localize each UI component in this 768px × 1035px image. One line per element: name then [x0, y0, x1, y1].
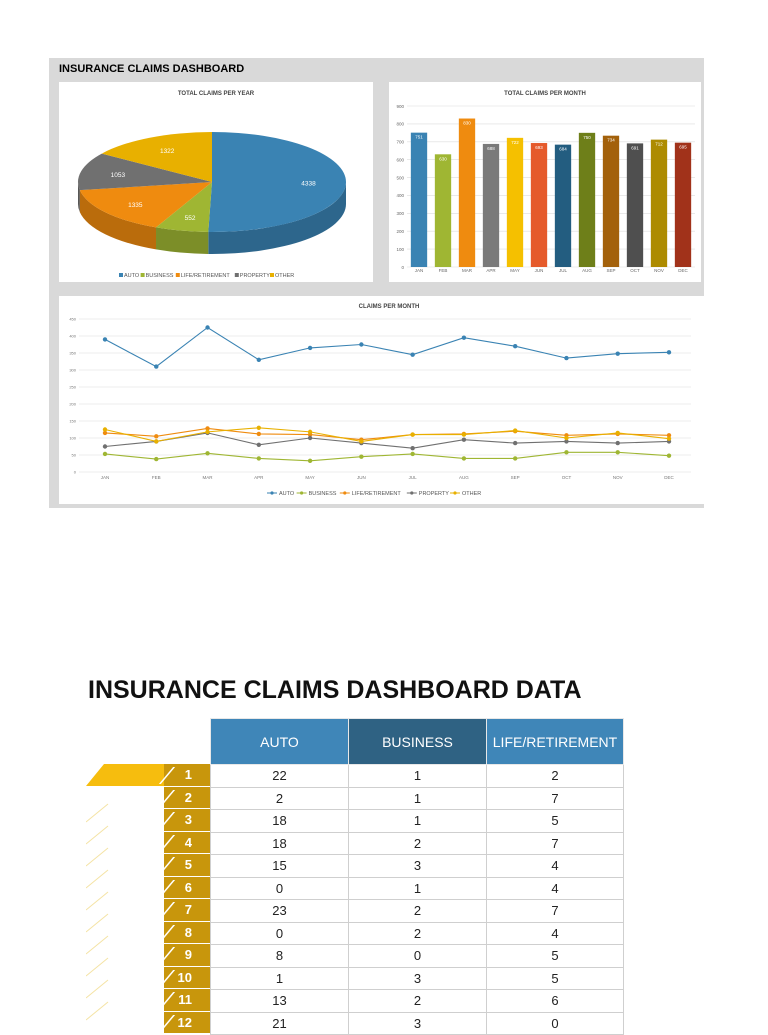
- table-cell[interactable]: 7: [487, 787, 624, 810]
- legend-label-business: BUSINESS: [308, 491, 337, 497]
- line-point-other: [308, 430, 312, 434]
- legend-label-life-retirement: LIFE/RETIREMENT: [180, 273, 230, 279]
- legend-swatch-auto: [119, 273, 123, 277]
- table-cell[interactable]: 3: [349, 967, 487, 990]
- line-xtick-label: FEB: [151, 475, 161, 480]
- bar-ytick-label: 900: [396, 103, 404, 109]
- line-point-property: [513, 441, 517, 445]
- table-cell[interactable]: 18: [211, 832, 349, 855]
- legend-marker-auto: [270, 491, 273, 494]
- table-cell[interactable]: 15: [211, 855, 349, 878]
- line-xtick-label: APR: [254, 475, 264, 480]
- pie-label-auto: 4338: [301, 180, 316, 188]
- pie-chart-title: TOTAL CLAIMS PER YEAR: [177, 91, 255, 97]
- line-point-other: [462, 432, 466, 436]
- table-cell[interactable]: 2: [487, 765, 624, 788]
- bar-value-label: 722: [511, 139, 519, 145]
- bar-xtick-label: JUL: [558, 268, 568, 273]
- line-xtick-label: NOV: [612, 475, 623, 480]
- table-row: [211, 945, 624, 968]
- table-cell[interactable]: 0: [211, 922, 349, 945]
- line-point-property: [616, 441, 620, 445]
- legend-marker-other: [453, 491, 456, 494]
- line-point-business: [103, 452, 107, 456]
- line-chart: [59, 296, 704, 504]
- pie-label-life-retirement: 1335: [128, 201, 143, 209]
- line-point-other: [257, 426, 261, 430]
- line-point-other: [564, 436, 568, 440]
- line-point-business: [257, 456, 261, 460]
- line-xtick-label: JUN: [356, 475, 366, 480]
- table-row: [211, 855, 624, 878]
- line-ytick-label: 450: [69, 316, 76, 322]
- bar-value-label: 734: [607, 137, 615, 143]
- table-row: [211, 832, 624, 855]
- table-row: [211, 922, 624, 945]
- pie-label-property: 1053: [110, 172, 126, 180]
- line-chart-panel: [59, 296, 704, 504]
- pie-chart-panel: [59, 82, 373, 282]
- table-cell[interactable]: 0: [349, 945, 487, 968]
- line-point-business: [205, 451, 209, 455]
- line-ytick-label: 300: [69, 367, 76, 373]
- row-number: 2: [164, 787, 210, 810]
- line-ytick-label: 250: [69, 384, 76, 390]
- line-point-auto: [410, 353, 414, 357]
- table-row: [211, 990, 624, 1013]
- bar-may: [507, 138, 523, 267]
- bar-xtick-label: FEB: [438, 268, 448, 273]
- line-point-other: [616, 431, 620, 435]
- bar-jun: [531, 143, 547, 267]
- ribbon-decoration: [86, 764, 166, 1024]
- bar-ytick-label: 300: [396, 211, 404, 217]
- bar-value-label: 750: [583, 134, 591, 140]
- table-header-row: [211, 719, 624, 765]
- table-cell[interactable]: 2: [349, 832, 487, 855]
- legend-label-business: BUSINESS: [145, 273, 174, 279]
- line-point-auto: [205, 325, 209, 329]
- data-table: [210, 718, 624, 1035]
- line-xtick-label: SEP: [510, 475, 520, 480]
- line-ytick-label: 150: [69, 418, 76, 424]
- row-number: 8: [164, 922, 210, 945]
- table-row: [211, 967, 624, 990]
- line-point-business: [154, 457, 158, 461]
- legend-label-auto: AUTO: [279, 491, 295, 497]
- line-point-life-retirement: [154, 434, 158, 438]
- bar-value-label: 693: [535, 145, 543, 151]
- bar-feb: [435, 154, 451, 267]
- bar-xtick-label: OCT: [630, 268, 640, 273]
- table-row: [211, 787, 624, 810]
- bar-ytick-label: 200: [396, 229, 404, 235]
- line-xtick-label: MAY: [305, 475, 315, 480]
- bar-value-label: 695: [679, 144, 687, 150]
- bar-ytick-label: 800: [396, 121, 404, 127]
- data-table-title: INSURANCE CLAIMS DASHBOARD DATA: [88, 676, 582, 704]
- bar-value-label: 712: [655, 141, 663, 147]
- legend-label-life-retirement: LIFE/RETIREMENT: [351, 491, 401, 497]
- line-xtick-label: AUG: [459, 475, 469, 480]
- line-xtick-label: DEC: [664, 475, 674, 480]
- bar-value-label: 630: [439, 156, 447, 162]
- table-row: [211, 877, 624, 900]
- bar-chart-title: TOTAL CLAIMS PER MONTH: [504, 91, 586, 97]
- bar-chart: [389, 82, 701, 282]
- bar-ytick-label: 400: [396, 193, 404, 199]
- row-number-column: [164, 764, 210, 1034]
- table-cell[interactable]: 3: [349, 1012, 487, 1035]
- table-cell[interactable]: 7: [487, 900, 624, 923]
- bar-value-label: 691: [631, 145, 639, 151]
- table-cell[interactable]: 4: [487, 922, 624, 945]
- line-point-business: [667, 453, 671, 457]
- bar-mar: [459, 119, 475, 267]
- line-series-business: [105, 452, 669, 461]
- legend-label-auto: AUTO: [124, 273, 140, 279]
- pie-label-business: 552: [184, 215, 196, 223]
- line-point-other: [410, 432, 414, 436]
- line-point-other: [205, 430, 209, 434]
- line-point-property: [462, 438, 466, 442]
- legend-label-other: OTHER: [462, 491, 482, 497]
- bar-ytick-label: 600: [396, 157, 404, 163]
- line-point-auto: [667, 350, 671, 354]
- line-point-business: [462, 456, 466, 460]
- pie-label-other: 1322: [159, 148, 175, 156]
- line-point-auto: [564, 356, 568, 360]
- bar-dec: [675, 143, 691, 267]
- bar-xtick-label: SEP: [606, 268, 616, 273]
- line-point-business: [410, 452, 414, 456]
- line-point-business: [359, 455, 363, 459]
- header-life-retirement[interactable]: LIFE/RETIREMENT: [487, 719, 624, 765]
- legend-swatch-life-retirement: [176, 273, 180, 277]
- line-point-auto: [154, 364, 158, 368]
- legend-marker-life-retirement: [343, 491, 346, 494]
- table-cell[interactable]: 0: [487, 1012, 624, 1035]
- line-point-property: [410, 446, 414, 450]
- table-cell[interactable]: 3: [349, 855, 487, 878]
- bar-ytick-label: 700: [396, 139, 404, 145]
- pie-chart: [59, 82, 373, 282]
- line-chart-title: CLAIMS PER MONTH: [358, 304, 420, 310]
- table-cell[interactable]: 18: [211, 810, 349, 833]
- line-ytick-label: 400: [69, 333, 76, 339]
- table-row: [211, 765, 624, 788]
- bar-value-label: 751: [415, 134, 423, 140]
- bar-nov: [651, 140, 667, 267]
- line-point-other: [103, 427, 107, 431]
- bar-value-label: 684: [559, 146, 567, 152]
- line-point-business: [564, 450, 568, 454]
- line-point-auto: [616, 351, 620, 355]
- table-cell[interactable]: 5: [487, 967, 624, 990]
- table-row: [211, 810, 624, 833]
- bar-jul: [555, 145, 571, 267]
- line-xtick-label: MAR: [202, 475, 213, 480]
- row-number: 1: [164, 764, 210, 787]
- bar-aug: [579, 133, 595, 267]
- legend-swatch-other: [270, 273, 274, 277]
- line-point-auto: [103, 337, 107, 341]
- line-point-business: [513, 456, 517, 460]
- line-xtick-label: JAN: [100, 475, 110, 480]
- line-ytick-label: 50: [71, 452, 76, 458]
- line-point-auto: [513, 344, 517, 348]
- line-series-auto: [105, 328, 669, 367]
- bar-jan: [411, 133, 427, 267]
- header-business[interactable]: BUSINESS: [349, 719, 487, 765]
- legend-label-other: OTHER: [275, 273, 295, 279]
- table-cell[interactable]: 5: [487, 945, 624, 968]
- line-point-business: [308, 459, 312, 463]
- table-cell[interactable]: 4: [487, 855, 624, 878]
- bar-ytick-label: 100: [396, 246, 404, 252]
- table-cell[interactable]: 2: [349, 922, 487, 945]
- row-number: 11: [164, 989, 210, 1012]
- bar-xtick-label: MAY: [510, 268, 520, 273]
- line-ytick-label: 350: [69, 350, 76, 356]
- line-point-property: [308, 436, 312, 440]
- row-number: 7: [164, 899, 210, 922]
- line-point-life-retirement: [257, 432, 261, 436]
- table-row: [211, 1012, 624, 1035]
- legend-label-property: PROPERTY: [239, 273, 270, 279]
- line-ytick-label: 100: [69, 435, 76, 441]
- line-xtick-label: JUL: [408, 475, 417, 480]
- bar-ytick-label: 0: [401, 264, 404, 270]
- table-cell[interactable]: 5: [487, 810, 624, 833]
- line-xtick-label: OCT: [561, 475, 572, 480]
- row-number: 10: [164, 967, 210, 990]
- line-point-auto: [308, 346, 312, 350]
- table-cell[interactable]: 22: [211, 765, 349, 788]
- table-cell[interactable]: 1: [349, 810, 487, 833]
- bar-sep: [603, 136, 619, 267]
- table-cell[interactable]: 4: [487, 877, 624, 900]
- line-point-business: [616, 450, 620, 454]
- line-point-other: [667, 436, 671, 440]
- line-ytick-label: 200: [69, 401, 76, 407]
- row-number: 12: [164, 1012, 210, 1035]
- table-cell[interactable]: 13: [211, 990, 349, 1013]
- bar-xtick-label: DEC: [678, 268, 688, 273]
- row-number: 5: [164, 854, 210, 877]
- table-cell[interactable]: 1: [349, 765, 487, 788]
- table-cell[interactable]: 1: [349, 787, 487, 810]
- dashboard: [49, 58, 704, 508]
- line-point-other: [154, 439, 158, 443]
- row-number: 9: [164, 944, 210, 967]
- line-point-auto: [359, 342, 363, 346]
- bar-xtick-label: JUN: [534, 268, 544, 273]
- bar-xtick-label: JAN: [414, 268, 424, 273]
- bar-chart-panel: [389, 82, 701, 282]
- table-cell[interactable]: 2: [349, 900, 487, 923]
- line-point-auto: [257, 358, 261, 362]
- table-cell[interactable]: 23: [211, 900, 349, 923]
- row-number: 6: [164, 877, 210, 900]
- bar-value-label: 830: [463, 120, 471, 126]
- bar-xtick-label: MAR: [462, 268, 472, 273]
- table-row: [211, 900, 624, 923]
- bar-ytick-label: 500: [396, 175, 404, 181]
- line-point-auto: [462, 336, 466, 340]
- bar-apr: [483, 144, 499, 267]
- bar-oct: [627, 143, 643, 267]
- dashboard-title: INSURANCE CLAIMS DASHBOARD: [59, 63, 245, 75]
- legend-swatch-property: [235, 273, 239, 277]
- header-auto[interactable]: AUTO: [211, 719, 349, 765]
- legend-label-property: PROPERTY: [418, 491, 449, 497]
- table-cell[interactable]: 8: [211, 945, 349, 968]
- table-cell[interactable]: 0: [211, 877, 349, 900]
- row-number: 4: [164, 832, 210, 855]
- row-number: 3: [164, 809, 210, 832]
- line-ytick-label: 0: [73, 469, 76, 475]
- bar-xtick-label: NOV: [654, 268, 664, 273]
- table-cell[interactable]: 2: [349, 990, 487, 1013]
- line-point-property: [103, 444, 107, 448]
- legend-marker-business: [300, 491, 303, 494]
- line-point-other: [359, 439, 363, 443]
- table-cell[interactable]: 6: [487, 990, 624, 1013]
- bar-xtick-label: AUG: [582, 268, 592, 273]
- legend-swatch-business: [141, 273, 145, 277]
- table-cell[interactable]: 7: [487, 832, 624, 855]
- legend-marker-property: [410, 491, 413, 494]
- table-cell[interactable]: 1: [349, 877, 487, 900]
- line-point-property: [257, 443, 261, 447]
- bar-value-label: 688: [487, 145, 495, 151]
- table-cell[interactable]: 21: [211, 1012, 349, 1035]
- table-cell[interactable]: 1: [211, 967, 349, 990]
- table-cell[interactable]: 2: [211, 787, 349, 810]
- line-point-other: [513, 428, 517, 432]
- bar-xtick-label: APR: [486, 268, 496, 273]
